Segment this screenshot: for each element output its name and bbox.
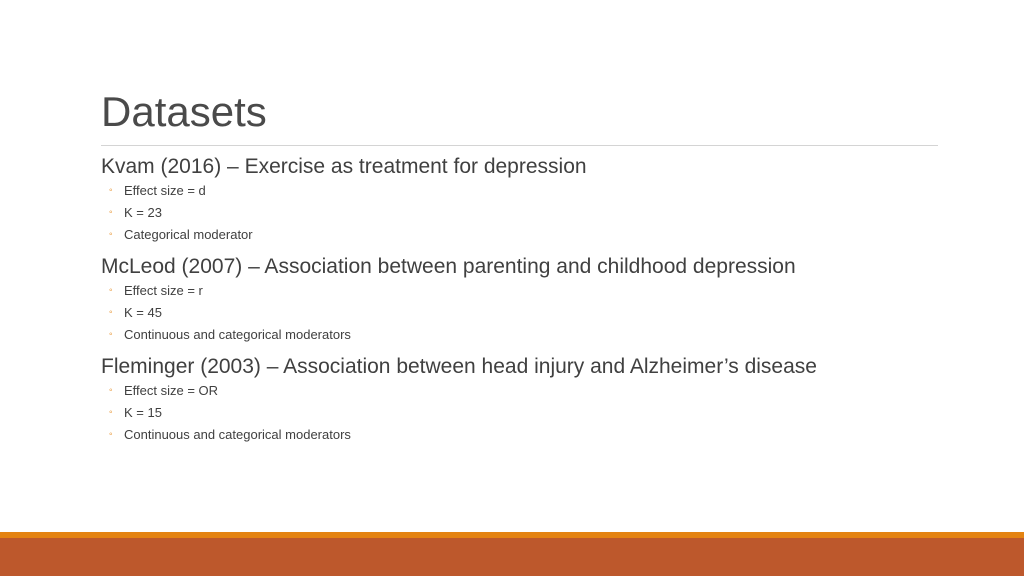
bullet-circle-icon: ◦ bbox=[109, 307, 113, 318]
bullet-text: Continuous and categorical moderators bbox=[124, 427, 351, 442]
bullet-text: Categorical moderator bbox=[124, 227, 253, 242]
dataset-kvam bbox=[101, 154, 901, 246]
bullet-circle-icon: ◦ bbox=[109, 207, 113, 218]
bullet-circle-icon: ◦ bbox=[109, 407, 113, 418]
bullet-circle-icon: ◦ bbox=[109, 385, 113, 396]
bullet-item bbox=[109, 424, 901, 446]
dataset-mcleod bbox=[101, 254, 901, 346]
bullet-text: Effect size = d bbox=[124, 183, 206, 198]
bullet-item bbox=[109, 302, 901, 324]
bullet-text: K = 15 bbox=[124, 405, 162, 420]
bullet-item bbox=[109, 402, 901, 424]
dataset-fleminger bbox=[101, 354, 901, 446]
bullet-text: Effect size = r bbox=[124, 283, 203, 298]
dataset-heading: Fleminger (2003) – Association between head injury and Alzheimer’s disease bbox=[101, 355, 817, 378]
bullet-circle-icon: ◦ bbox=[109, 429, 113, 440]
dataset-bullets bbox=[101, 180, 901, 246]
bullet-item bbox=[109, 324, 901, 346]
bullet-text: Continuous and categorical moderators bbox=[124, 327, 351, 342]
slide-title: Datasets bbox=[101, 88, 267, 135]
bullet-text: Effect size = OR bbox=[124, 383, 219, 398]
bullet-item bbox=[109, 280, 901, 302]
dataset-bullets bbox=[101, 380, 901, 446]
bullet-circle-icon: ◦ bbox=[109, 229, 113, 240]
bullet-item bbox=[109, 180, 901, 202]
bullet-item bbox=[109, 224, 901, 246]
dataset-bullets bbox=[101, 280, 901, 346]
bullet-item bbox=[109, 202, 901, 224]
title-divider bbox=[101, 145, 938, 146]
bullet-item bbox=[109, 380, 901, 402]
bullet-circle-icon: ◦ bbox=[109, 185, 113, 196]
bullet-text: K = 45 bbox=[124, 305, 162, 320]
bullet-circle-icon: ◦ bbox=[109, 285, 113, 296]
footer-band bbox=[0, 538, 1024, 576]
slide-content bbox=[101, 154, 901, 454]
dataset-heading: Kvam (2016) – Exercise as treatment for depression bbox=[101, 155, 587, 178]
dataset-heading: McLeod (2007) – Association between parenting and childhood depression bbox=[101, 255, 796, 278]
bullet-circle-icon: ◦ bbox=[109, 329, 113, 340]
bullet-text: K = 23 bbox=[124, 205, 162, 220]
